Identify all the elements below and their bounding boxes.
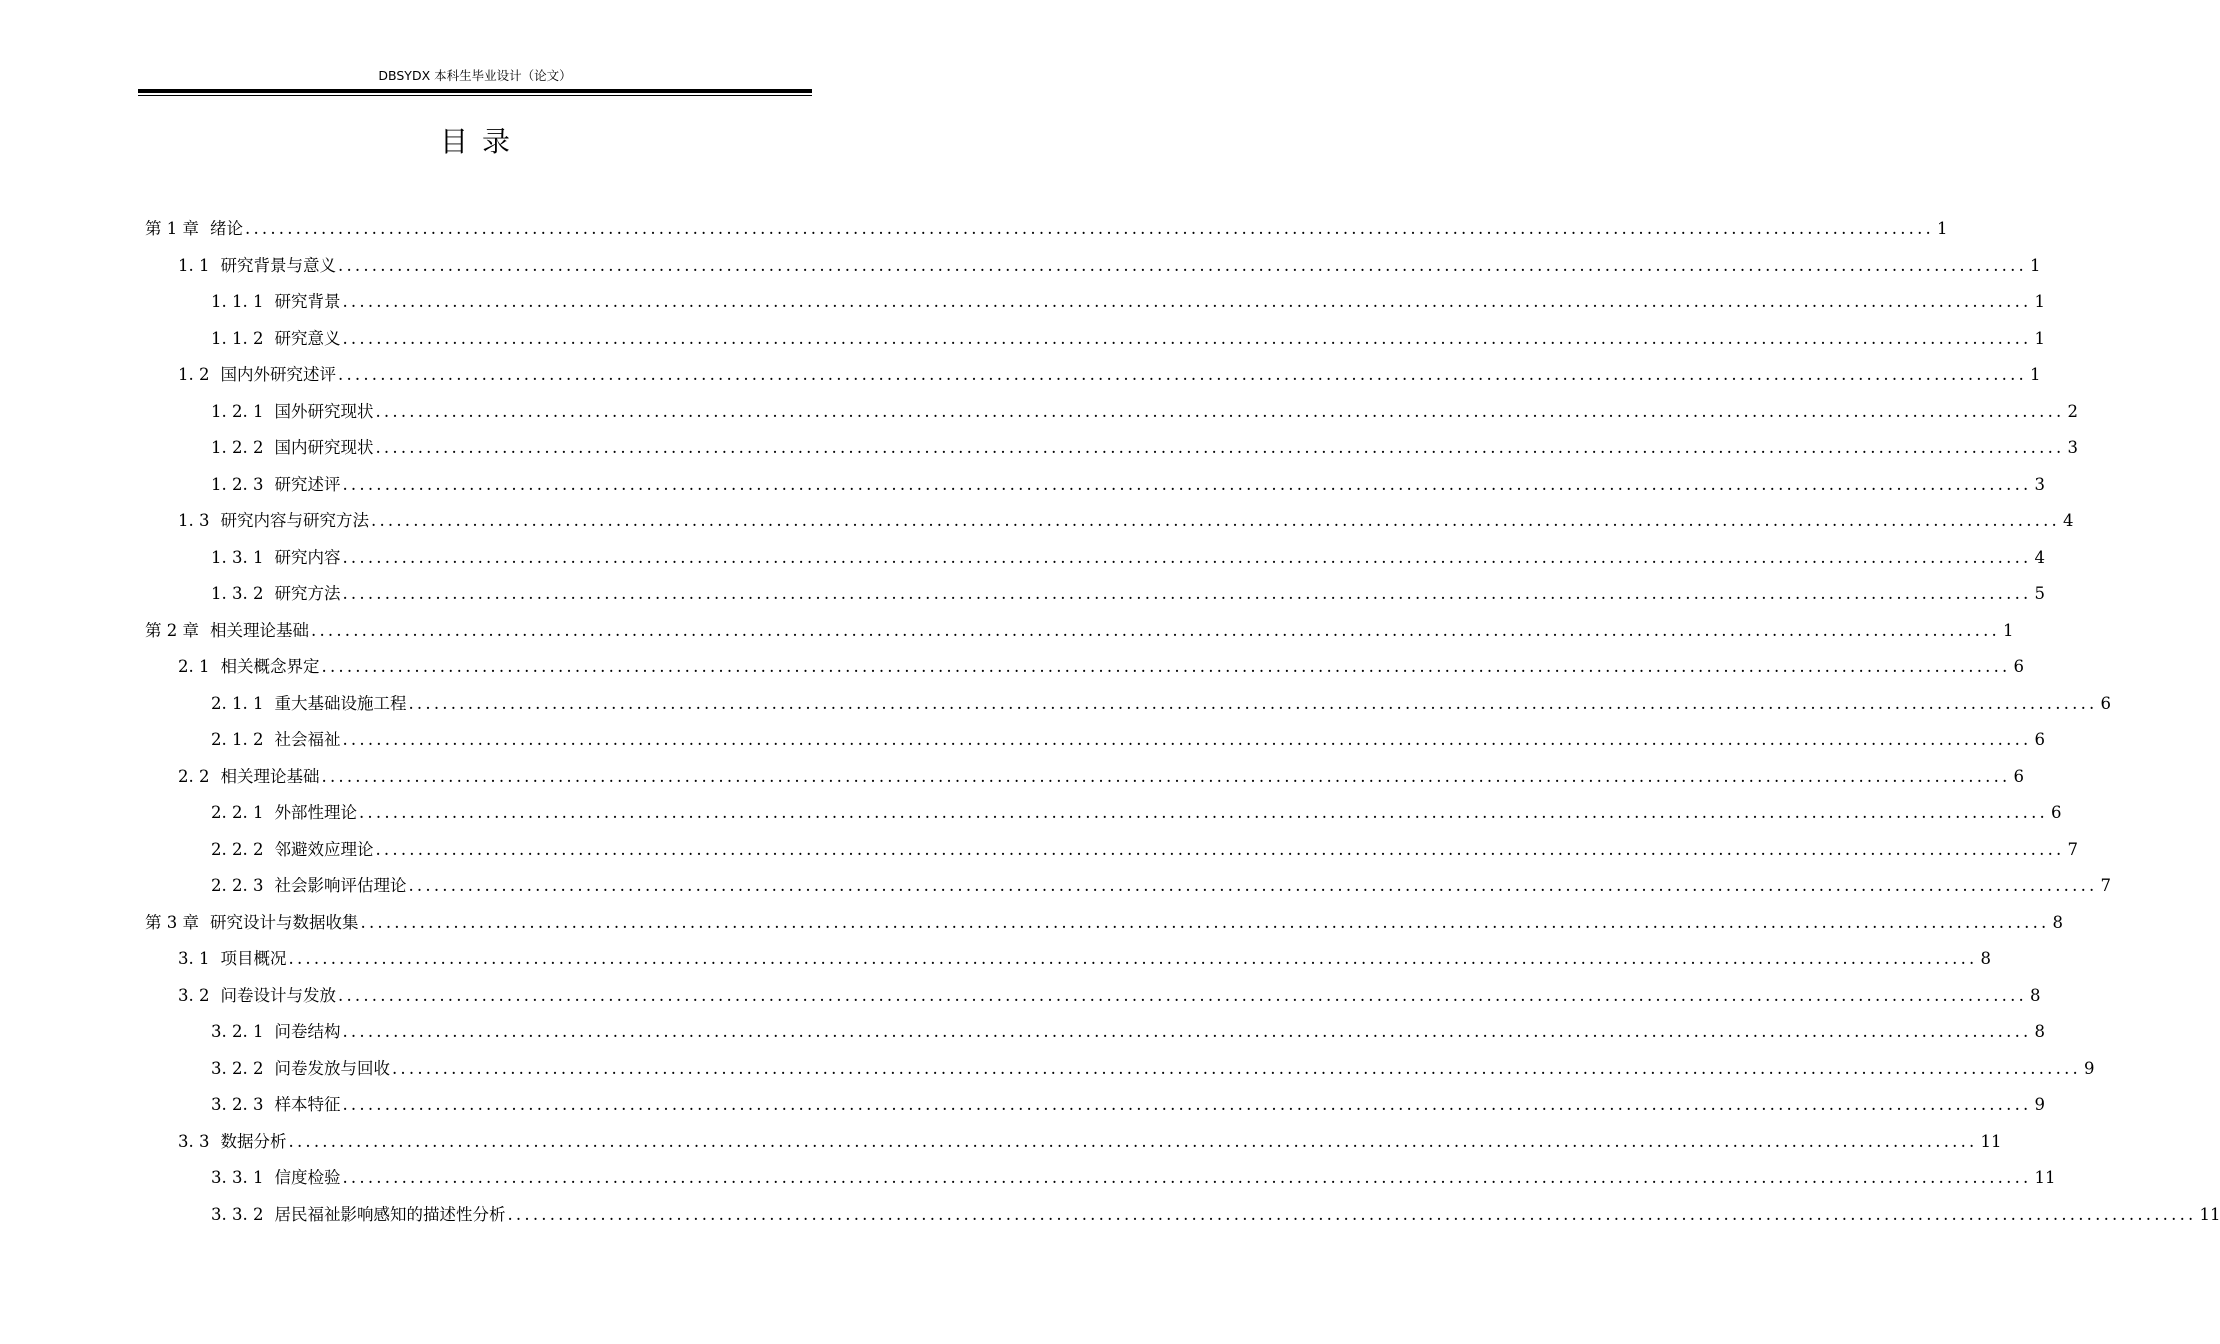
toc-entry-page-number: 6 xyxy=(2100,693,2111,713)
toc-entry-number: 3. 2 xyxy=(178,985,210,1005)
toc-entry-number: 2. 1 xyxy=(178,657,210,676)
toc-entry-title: 居民福祉影响感知的描述性分析 xyxy=(274,1204,506,1224)
toc-entry-level-2[interactable] xyxy=(0,503,2074,540)
toc-dot-leader: ........................................................................................................................................................................................................ xyxy=(321,766,2011,786)
toc-dot-leader: ........................................................................................................................................................................................................ xyxy=(245,219,1934,238)
toc-entry-title: 研究设计与数据收集 xyxy=(210,912,359,932)
toc-entry-level-3[interactable] xyxy=(0,795,2062,832)
table-of-contents xyxy=(0,211,2220,1233)
header-rule-thick xyxy=(138,89,812,93)
toc-entry-level-2[interactable] xyxy=(0,649,2024,686)
toc-entry-number: 3. 2. 2 xyxy=(211,1058,264,1078)
toc-entry-page-number: 1 xyxy=(2002,620,2014,640)
toc-dot-leader: ........................................................................................................................................................................................................ xyxy=(507,1204,2197,1224)
toc-entry-number: 3. 3. 2 xyxy=(211,1204,264,1224)
toc-entry-page-number: 6 xyxy=(2013,657,2024,676)
toc-entry-title: 研究述评 xyxy=(274,474,341,494)
toc-entry-number: 3. 3 xyxy=(178,1131,210,1151)
toc-entry-title: 问卷发放与回收 xyxy=(274,1058,390,1078)
toc-title: 目录 xyxy=(439,125,524,158)
toc-entry-level-1[interactable] xyxy=(0,613,2014,650)
toc-entry-number: 2. 2. 1 xyxy=(211,803,264,822)
toc-entry-number: 1. 2. 1 xyxy=(211,401,264,421)
toc-entry-title: 研究内容 xyxy=(274,547,341,567)
toc-entry-title: 社会福祉 xyxy=(274,730,341,749)
toc-entry-level-2[interactable] xyxy=(0,248,2041,285)
toc-dot-leader: ........................................................................................................................................................................................................ xyxy=(311,620,2000,640)
toc-entry-number: 1. 3. 1 xyxy=(211,547,264,567)
toc-entry-level-3[interactable] xyxy=(0,430,2078,467)
toc-entry-title: 相关概念界定 xyxy=(220,657,320,676)
toc-dot-leader: ........................................................................................................................................................................................................ xyxy=(342,1095,2032,1114)
toc-entry-number: 2. 2. 3 xyxy=(211,876,264,895)
toc-entry-level-3[interactable] xyxy=(0,1014,2045,1051)
toc-entry-page-number: 3 xyxy=(2067,438,2078,457)
toc-entry-title: 研究背景与意义 xyxy=(220,255,336,275)
toc-dot-leader: ........................................................................................................................................................................................................ xyxy=(342,292,2032,311)
toc-entry-number: 1. 3 xyxy=(178,511,210,530)
toc-entry-title: 研究方法 xyxy=(274,584,341,603)
toc-dot-leader: ........................................................................................................................................................................................................ xyxy=(375,401,2065,421)
toc-entry-level-2[interactable] xyxy=(0,1124,2002,1161)
toc-dot-leader: ........................................................................................................................................................................................................ xyxy=(342,547,2032,567)
toc-entry-number: 2. 1. 2 xyxy=(211,730,264,749)
toc-entry-page-number: 2 xyxy=(2067,401,2078,421)
toc-entry-page-number: 8 xyxy=(1980,949,1991,968)
toc-entry-level-3[interactable] xyxy=(0,576,2045,613)
toc-entry-number: 3. 2. 3 xyxy=(211,1095,264,1114)
toc-entry-level-2[interactable] xyxy=(0,978,2041,1015)
toc-entry-page-number: 7 xyxy=(2100,876,2111,895)
toc-entry-page-number: 6 xyxy=(2034,730,2045,749)
toc-entry-level-3[interactable] xyxy=(0,1087,2045,1124)
toc-dot-leader: ........................................................................................................................................................................................................ xyxy=(375,438,2065,457)
toc-entry-title: 国外研究现状 xyxy=(274,401,374,421)
toc-entry-page-number: 1 xyxy=(2029,255,2041,275)
toc-entry-page-number: 1 xyxy=(2029,365,2041,384)
toc-dot-leader: ........................................................................................................................................................................................................ xyxy=(408,693,2098,713)
toc-entry-title: 社会影响评估理论 xyxy=(274,876,407,895)
toc-dot-leader: ........................................................................................................................................................................................................ xyxy=(342,474,2032,494)
toc-entry-title: 问卷结构 xyxy=(274,1022,341,1041)
toc-entry-page-number: 8 xyxy=(2029,985,2041,1005)
toc-entry-number: 第 3 章 xyxy=(145,912,199,932)
toc-entry-number: 2. 1. 1 xyxy=(211,693,264,713)
toc-entry-number: 2. 2. 2 xyxy=(211,839,264,859)
toc-entry-level-3[interactable] xyxy=(0,722,2045,759)
toc-dot-leader: ........................................................................................................................................................................................................ xyxy=(358,803,2048,822)
toc-dot-leader: ........................................................................................................................................................................................................ xyxy=(342,730,2032,749)
toc-dot-leader: ........................................................................................................................................................................................................ xyxy=(391,1058,2081,1078)
toc-entry-page-number: 8 xyxy=(2034,1022,2045,1041)
toc-dot-leader: ........................................................................................................................................................................................................ xyxy=(321,657,2011,676)
toc-entry-level-3[interactable] xyxy=(0,686,2111,723)
toc-dot-leader: ........................................................................................................................................................................................................ xyxy=(288,1131,1978,1151)
toc-dot-leader: ........................................................................................................................................................................................................ xyxy=(342,584,2032,603)
toc-entry-level-3[interactable] xyxy=(0,1051,2095,1088)
toc-entry-title: 相关理论基础 xyxy=(220,766,320,786)
toc-entry-page-number: 6 xyxy=(2050,803,2062,822)
toc-entry-page-number: 4 xyxy=(2034,547,2045,567)
header-rule-thin xyxy=(138,95,812,96)
toc-entry-number: 1. 2. 2 xyxy=(211,438,264,457)
toc-entry-title: 重大基础设施工程 xyxy=(274,693,407,713)
toc-dot-leader: ........................................................................................................................................................................................................ xyxy=(375,839,2065,859)
toc-entry-title: 项目概况 xyxy=(220,949,287,968)
toc-entry-title: 问卷设计与发放 xyxy=(220,985,336,1005)
toc-entry-title: 信度检验 xyxy=(274,1168,341,1187)
toc-entry-number: 1. 1. 1 xyxy=(211,292,264,311)
toc-entry-level-3[interactable] xyxy=(0,284,2045,321)
toc-entry-title: 邻避效应理论 xyxy=(274,839,374,859)
toc-entry-title: 相关理论基础 xyxy=(210,620,309,640)
toc-entry-title: 样本特征 xyxy=(274,1095,341,1114)
toc-entry-page-number: 1 xyxy=(2034,292,2045,311)
toc-entry-page-number: 4 xyxy=(2062,511,2074,530)
toc-entry-level-1[interactable] xyxy=(0,905,2063,942)
toc-entry-number: 2. 2 xyxy=(178,766,210,786)
page-header: DBSYDX 本科生毕业设计（论文） xyxy=(378,68,572,83)
toc-entry-page-number: 11 xyxy=(2034,1168,2056,1187)
toc-dot-leader: ........................................................................................................................................................................................................ xyxy=(338,365,2027,384)
toc-entry-level-3[interactable] xyxy=(0,321,2045,358)
toc-entry-title: 国内研究现状 xyxy=(274,438,374,457)
toc-entry-number: 3. 3. 1 xyxy=(211,1168,264,1187)
toc-entry-page-number: 9 xyxy=(2034,1095,2045,1114)
toc-entry-title: 研究背景 xyxy=(274,292,341,311)
toc-entry-level-2[interactable] xyxy=(0,759,2024,796)
toc-entry-number: 1. 1 xyxy=(178,255,210,275)
toc-entry-page-number: 1 xyxy=(1936,219,1948,238)
toc-entry-page-number: 7 xyxy=(2067,839,2078,859)
toc-entry-page-number: 6 xyxy=(2013,766,2024,786)
toc-entry-level-1[interactable] xyxy=(0,211,1948,248)
toc-entry-number: 第 1 章 xyxy=(145,219,199,238)
toc-entry-title: 绪论 xyxy=(210,219,243,238)
toc-entry-number: 1. 2 xyxy=(178,365,210,384)
toc-dot-leader: ........................................................................................................................................................................................................ xyxy=(342,1168,2032,1187)
toc-dot-leader: ........................................................................................................................................................................................................ xyxy=(360,912,2050,932)
toc-entry-level-3[interactable] xyxy=(0,832,2078,869)
toc-entry-number: 第 2 章 xyxy=(145,620,199,640)
toc-entry-level-2[interactable] xyxy=(0,941,1991,978)
toc-entry-page-number: 11 xyxy=(2199,1204,2220,1224)
toc-entry-level-2[interactable] xyxy=(0,357,2041,394)
toc-entry-title: 研究意义 xyxy=(274,328,341,348)
toc-entry-number: 1. 1. 2 xyxy=(211,328,264,348)
toc-dot-leader: ........................................................................................................................................................................................................ xyxy=(371,511,2060,530)
toc-entry-number: 1. 3. 2 xyxy=(211,584,264,603)
toc-entry-page-number: 3 xyxy=(2034,474,2045,494)
toc-entry-number: 3. 1 xyxy=(178,949,210,968)
toc-entry-level-3[interactable] xyxy=(0,394,2078,431)
toc-entry-level-3[interactable] xyxy=(0,540,2045,577)
toc-entry-page-number: 1 xyxy=(2034,328,2045,348)
toc-entry-title: 研究内容与研究方法 xyxy=(220,511,369,530)
toc-entry-page-number: 11 xyxy=(1980,1131,2002,1151)
toc-entry-level-3[interactable] xyxy=(0,1197,2220,1234)
toc-dot-leader: ........................................................................................................................................................................................................ xyxy=(288,949,1978,968)
toc-dot-leader: ........................................................................................................................................................................................................ xyxy=(342,1022,2032,1041)
toc-dot-leader: ........................................................................................................................................................................................................ xyxy=(342,328,2032,348)
toc-entry-page-number: 9 xyxy=(2083,1058,2095,1078)
toc-dot-leader: ........................................................................................................................................................................................................ xyxy=(408,876,2098,895)
toc-entry-title: 国内外研究述评 xyxy=(220,365,336,384)
toc-entry-number: 3. 2. 1 xyxy=(211,1022,264,1041)
toc-dot-leader: ........................................................................................................................................................................................................ xyxy=(338,255,2027,275)
toc-dot-leader: ........................................................................................................................................................................................................ xyxy=(338,985,2027,1005)
toc-entry-number: 1. 2. 3 xyxy=(211,474,264,494)
toc-entry-level-3[interactable] xyxy=(0,467,2045,504)
toc-entry-level-3[interactable] xyxy=(0,1160,2056,1197)
toc-entry-title: 数据分析 xyxy=(220,1131,287,1151)
toc-entry-page-number: 5 xyxy=(2034,584,2045,603)
toc-entry-page-number: 8 xyxy=(2052,912,2063,932)
toc-entry-title: 外部性理论 xyxy=(274,803,357,822)
toc-entry-level-3[interactable] xyxy=(0,868,2111,905)
